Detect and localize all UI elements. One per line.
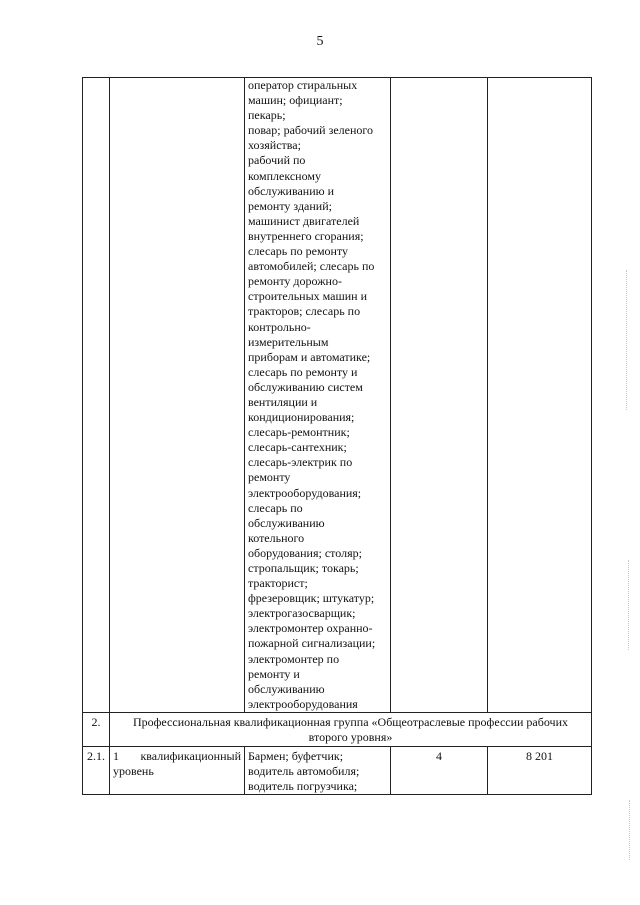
salary-cell [488, 78, 592, 713]
page-number: 5 [316, 34, 324, 49]
row-number-cell [83, 78, 110, 713]
qualification-level-cell: 1 квалификационный уровень [110, 747, 245, 795]
table-row-group [83, 712, 592, 746]
salary-cell: 8 201 [488, 747, 592, 795]
professions-cell: оператор стиральных машин; официант; пекарь; повар; рабочий зеленого хозяйства; рабочий по комплексному обслуживанию и ремонту зданий; машинист двигателей внутреннего сгорания; слесарь по ремонту автомобилей; слесарь по ремонту дорожно- строительных машин и тракторов; слесарь по контрольно- измерительным приборам и автоматике; слесарь по ремонту и обслуживанию систем вентиляции и кондиционирования; слесарь-ремонтник; слесарь-сантехник; слесарь-электрик по ремонту электрооборудования; слесарь по обслуживанию котельного оборудования; столяр; стропальщик; токарь; тракторист; фрезеровщик; штукатур; электрогазосварщик; электромонтер охранно- пожарной сигнализации; электромонтер по ремонту и обслуживанию электрооборудования [245, 78, 391, 713]
row-number-cell: 2.1. [83, 747, 110, 795]
qualification-level-cell [110, 78, 245, 713]
coefficient-cell [391, 78, 488, 713]
group-title-cell: Профессиональная квалификационная группа «Общеотраслевые профессии рабочих второго уровня» [110, 712, 592, 746]
table-row-continuation [83, 78, 592, 713]
group-number-cell: 2. [83, 712, 110, 746]
scan-margin-artifact [629, 800, 631, 860]
table-row-level-1 [83, 747, 592, 795]
salary-table [82, 77, 592, 795]
professions-cell: Бармен; буфетчик; водитель автомобиля; водитель погрузчика; [245, 747, 391, 795]
coefficient-cell: 4 [391, 747, 488, 795]
scan-margin-artifact [626, 270, 628, 410]
scan-margin-artifact [628, 560, 630, 650]
